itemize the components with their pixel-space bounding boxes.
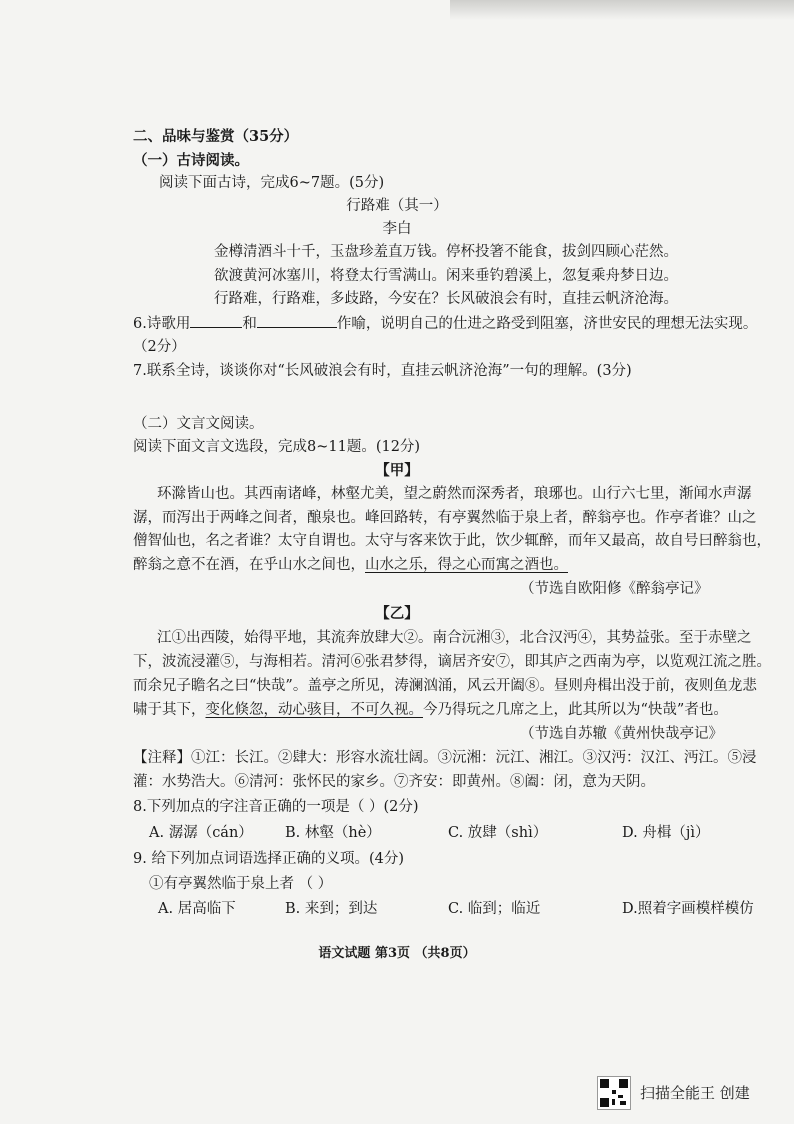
poem-line: 金樽清酒斗十千，玉盘珍羞直万钱。停杯投箸不能食，拔剑四顾心茫然。 [214, 244, 678, 260]
passage-jia-line: 潺，而泻出于两峰之间者，酿泉也。峰回路转，有亭翼然临于泉上者，醉翁亭也。作亭者谁？山之 [133, 510, 757, 526]
q9-sub-1: ①有亭翼然临于泉上者 （ ） [149, 876, 333, 892]
passage-jia-line: 环滁皆山也。其西南诸峰，林壑尤美，望之蔚然而深秀者，琅琊也。山行六七里，渐闻水声潺 [157, 486, 752, 502]
passage-yi-label: 【乙】 [375, 605, 419, 622]
q9-option-c: C. 临到；临近 [448, 901, 541, 917]
q6-suffix: 作喻，说明自己的仕进之路受到阻塞，济世安民的理想无法实现。 [336, 316, 758, 332]
passage-yi-source: （节选自苏辙《黄州快哉亭记》 [520, 726, 723, 742]
part2-title: （二）文言文阅读。 [133, 416, 264, 432]
q6-blank-2[interactable] [257, 313, 337, 328]
question-9: 9. 给下列加点词语选择正确的义项。(4分) [133, 851, 404, 867]
part1-title: （一）古诗阅读。 [133, 152, 249, 169]
yi-line4-post: 今乃得玩之几席之上，此其所以为“快哉”者也。 [423, 702, 728, 718]
passage-yi-line [133, 700, 728, 720]
q8-option-c: C. 放肆（shì） [448, 825, 548, 841]
passage-yi-line: 而余兄子瞻名之曰“快哉”。盖亭之所见，涛澜汹涌，风云开阖⑧。昼则舟楫出没于前，夜则鱼龙悲 [133, 678, 757, 694]
yi-underlined-sentence: 变化倏忽，动心骇目，不可久视。 [205, 702, 423, 718]
passage-jia-line: 僧智仙也，名之者谁？太守自谓也。太守与客来饮于此，饮少辄醉，而年又最高，故自号曰醉翁也， [133, 533, 771, 549]
passage-yi-line: 江①出西陵，始得平地，其流奔放肆大②。南合沅湘③，北合汉沔④，其势益张。至于赤壁之 [157, 630, 752, 646]
passage-jia-line [133, 555, 568, 575]
question-7: 7.联系全诗，谈谈你对“长风破浪会有时，直挂云帆济沧海”一句的理解。(3分) [133, 363, 632, 379]
yi-line4-pre: 啸于其下， [133, 702, 206, 718]
poem-line: 欲渡黄河冰塞川，将登太行雪满山。闲来垂钓碧溪上，忽复乘舟梦日边。 [214, 268, 678, 284]
poem-author: 李白 [382, 221, 412, 237]
notes-line: 灌：水势浩大。⑥清河：张怀民的家乡。⑦齐安：即黄州。⑧阖：闭，意为天阴。 [133, 774, 655, 790]
part1-instruction: 阅读下面古诗，完成6~7题。(5分) [159, 175, 385, 191]
q6-blank-1[interactable] [190, 313, 242, 328]
poem-title: 行路难（其一） [346, 198, 448, 214]
jia-underlined-sentence: 山水之乐，得之心而寓之酒也。 [365, 557, 568, 573]
section-title: 二、品味与鉴赏（35分） [133, 128, 299, 145]
q9-option-a: A. 居高临下 [158, 901, 236, 917]
q9-option-b: B. 来到；到达 [285, 901, 378, 917]
notes-line: 【注释】①江：长江。②肆大：形容水流壮阔。③沅湘：沅江、湘江。③汉沔：汉江、沔江。⑤浸 [133, 750, 757, 766]
q8-option-a: A. 潺潺（cán） [149, 825, 253, 841]
q8-option-d: D. 舟楫（jì） [622, 825, 710, 841]
jia-line4-plain: 醉翁之意不在酒，在乎山水之间也， [133, 557, 365, 573]
q6-score: （2分） [133, 339, 186, 355]
q8-option-b: B. 林壑（hè） [285, 825, 381, 841]
q9-option-d: D.照着字画模样模仿 [622, 901, 754, 917]
scanner-brand: 扫描全能王 创建 [640, 1084, 750, 1102]
scan-smudge [450, 0, 794, 20]
passage-yi-line: 下，波流浸灌⑤，与海相若。清河⑥张君梦得，谪居齐安⑦，即其庐之西南为亭，以览观江流之胜。 [133, 654, 771, 670]
part2-instruction: 阅读下面文言文选段，完成8~11题。(12分) [133, 439, 421, 455]
passage-jia-label: 【甲】 [375, 462, 419, 479]
qr-code-icon [597, 1076, 631, 1110]
question-6 [133, 313, 757, 334]
passage-jia-source: （节选自欧阳修《醉翁亭记》 [520, 581, 709, 597]
q6-mid: 和 [242, 316, 257, 332]
q6-prefix: 6.诗歌用 [133, 316, 191, 332]
page-footer: 语文试题 第3页 （共8页） [318, 946, 476, 961]
question-8: 8.下列加点的字注音正确的一项是（ ）(2分) [133, 799, 419, 815]
poem-line: 行路难，行路难，多歧路，今安在？长风破浪会有时，直挂云帆济沧海。 [214, 291, 678, 307]
